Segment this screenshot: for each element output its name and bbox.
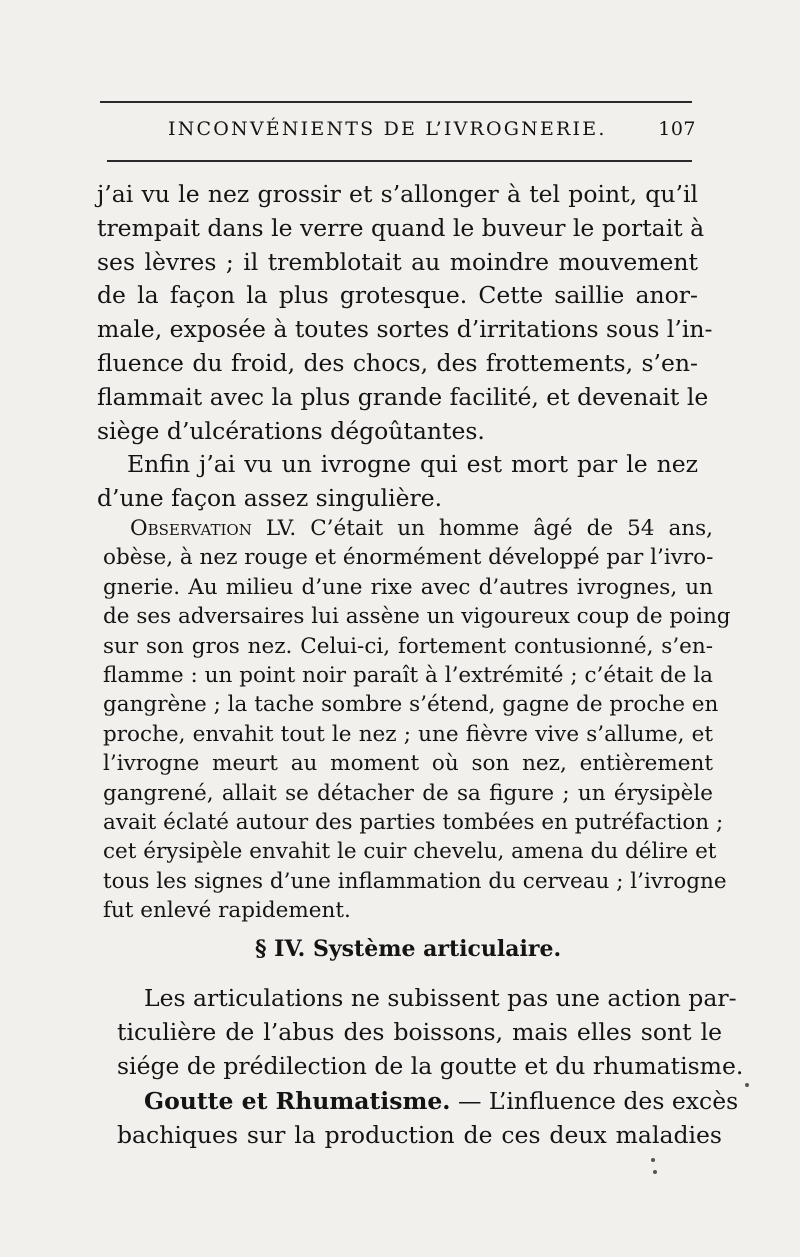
observation-line: gangrène ; la tache sombre s’étend, gagne de proche en bbox=[103, 692, 719, 718]
observation-line: gnerie. Au milieu d’une rixe avec d’autres ivrognes, un bbox=[103, 574, 713, 600]
text-line: siége de prédilection de la goutte et du rhumatisme. bbox=[117, 1052, 744, 1081]
page-number: 107 bbox=[658, 118, 696, 140]
text-line: fluence du froid, des chocs, des frottements, s’en- bbox=[97, 348, 698, 377]
observation-line: avait éclaté autour des parties tombées en putréfaction ; bbox=[103, 809, 724, 835]
body-text-bottom bbox=[117, 981, 744, 1152]
text-line: de la façon la plus grotesque. Cette saillie anor- bbox=[97, 281, 698, 310]
observation-line: gangrené, allait se détacher de sa figure ; un érysipèle bbox=[103, 780, 713, 806]
text-line: j’ai vu le nez grossir et s’allonger à tel point, qu’il bbox=[97, 180, 698, 208]
section-heading: § IV. Système articulaire. bbox=[255, 936, 562, 962]
text-line: flammait avec la plus grande facilité, et devenait le bbox=[97, 382, 709, 411]
text-line: d’une façon assez singulière. bbox=[97, 484, 443, 513]
text-line: Les articulations ne subissent pas une action par- bbox=[144, 984, 737, 1012]
text-line: ses lèvres ; il tremblotait au moindre mouvement bbox=[97, 247, 698, 276]
subsection-text: — L’influence des excès bbox=[450, 1086, 739, 1115]
body-text-top bbox=[97, 178, 713, 516]
header-top-rule bbox=[100, 101, 692, 103]
text-line: Enfin j’ai vu un ivrogne qui est mort par le nez bbox=[127, 450, 698, 479]
observation-block bbox=[103, 514, 731, 925]
text-line: bachiques sur la production de ces deux maladies bbox=[117, 1120, 722, 1149]
observation-line: flamme : un point noir paraît à l’extrémité ; c’était de la bbox=[103, 662, 713, 688]
observation-line: obèse, à nez rouge et énormément développé par l’ivro- bbox=[103, 545, 714, 571]
running-title: INCONVÉNIENTS DE L’IVROGNERIE. bbox=[168, 118, 607, 140]
observation-line: cet érysipèle envahit le cuir chevelu, amena du délire et bbox=[103, 839, 717, 865]
observation-line: fut enlevé rapidement. bbox=[103, 898, 351, 924]
observation-line: tous les signes d’une inflammation du cerveau ; l’ivrogne bbox=[103, 868, 727, 894]
print-speck bbox=[653, 1170, 657, 1174]
text-line: male, exposée à toutes sortes d’irritations sous l’in- bbox=[97, 315, 713, 344]
subsection-lead: Goutte et Rhumatisme. bbox=[144, 1086, 451, 1115]
subsection-line bbox=[117, 1084, 739, 1118]
observation-line: de ses adversaires lui assène un vigoureux coup de poing bbox=[103, 604, 731, 630]
header-bottom-rule bbox=[107, 160, 692, 162]
observation-line: proche, envahit tout le nez ; une fièvre vive s’allume, et bbox=[103, 721, 713, 747]
running-head bbox=[168, 118, 696, 146]
text-line: siège d’ulcérations dégoûtantes. bbox=[97, 416, 485, 445]
print-speck bbox=[745, 1083, 749, 1087]
observation-line: sur son gros nez. Celui-ci, fortement contusionné, s’en- bbox=[103, 633, 713, 659]
observation-label: Observation bbox=[130, 516, 252, 541]
observation-first-text: LV. C’était un homme âgé de 54 ans, bbox=[251, 516, 713, 541]
text-line: ticulière de l’abus des boissons, mais elles sont le bbox=[117, 1018, 722, 1047]
print-speck bbox=[651, 1158, 655, 1162]
observation-first-line bbox=[103, 514, 713, 543]
observation-line: l’ivrogne meurt au moment où son nez, entièrement bbox=[103, 751, 713, 777]
text-line: trempait dans le verre quand le buveur le portait à bbox=[97, 213, 705, 242]
